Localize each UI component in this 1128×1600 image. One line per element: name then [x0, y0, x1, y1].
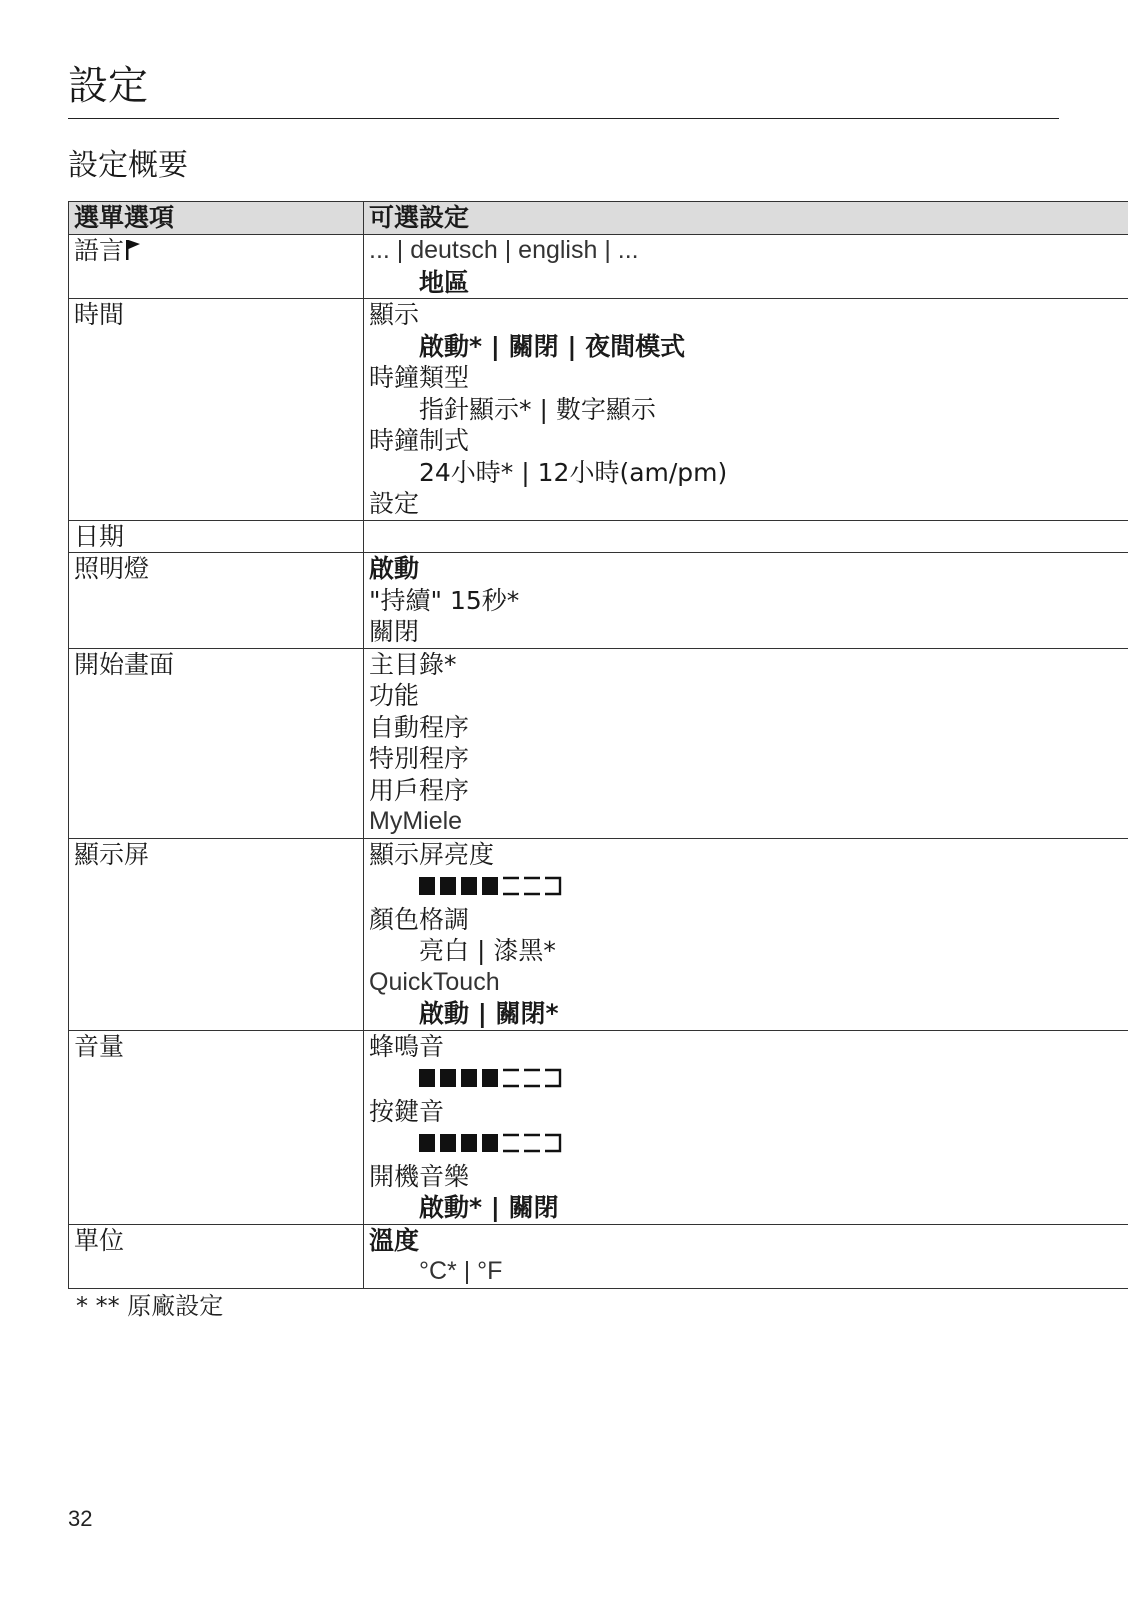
- option-line: 啟動* | 關閉 | 夜間模式: [419, 331, 686, 361]
- option-line: 顏色格調: [369, 904, 470, 934]
- option-line: 啟動 | 關閉*: [419, 999, 559, 1028]
- level-segment-filled: [482, 1069, 498, 1087]
- row-label-language: 語言: [69, 235, 364, 299]
- option-line: 用戶程序: [369, 775, 470, 805]
- page-number: 32: [68, 1506, 93, 1531]
- option-line: ... | deutsch | english | ...: [369, 236, 639, 264]
- option-line: 開機音樂: [369, 1161, 470, 1191]
- level-segment-filled: [419, 877, 435, 895]
- option-line: 24小時* | 12小時(am/pm): [419, 457, 728, 487]
- table-row: [69, 299, 1128, 521]
- option-line: 自動程序: [369, 712, 470, 742]
- table-header-row: [69, 202, 1128, 235]
- level-segment-empty: [503, 878, 519, 894]
- title-divider: [68, 118, 1059, 119]
- level-segment-empty: [503, 1070, 519, 1086]
- table-row: [69, 553, 1128, 649]
- option-line: 設定: [369, 489, 420, 518]
- row-label-light: 照明燈: [69, 553, 364, 649]
- row-label-start-screen: 開始畫面: [69, 648, 364, 838]
- level-segment-filled: [440, 1134, 456, 1152]
- row-options-display: [364, 838, 1128, 1030]
- footnote-factory-default: * ** 原廠設定: [76, 1292, 224, 1320]
- option-line: 特別程序: [369, 744, 470, 773]
- level-segment-filled: [461, 1134, 477, 1152]
- option-line: 蜂鳴音: [369, 1031, 445, 1061]
- level-segment-empty: [503, 1135, 519, 1151]
- level-segment-empty: [545, 1070, 560, 1086]
- row-options-language: [364, 235, 1128, 299]
- option-line: 地區: [419, 267, 470, 297]
- option-line: °C* | °F: [419, 1257, 503, 1285]
- row-label-volume: 音量: [69, 1030, 364, 1224]
- option-line: 關閉: [369, 617, 420, 646]
- level-indicator: [369, 1127, 1128, 1161]
- table-row: [69, 1224, 1128, 1288]
- header-menu-item: 選單選項: [69, 202, 364, 235]
- level-segment-empty: [545, 1135, 560, 1151]
- option-line: 指針顯示* | 數字顯示: [419, 394, 656, 424]
- section-title: 設定概要: [68, 148, 188, 183]
- option-line: 顯示屏亮度: [369, 839, 495, 869]
- row-options-light: [364, 553, 1128, 649]
- table-row: [69, 838, 1128, 1030]
- row-label-display: 顯示屏: [69, 838, 364, 1030]
- level-segment-filled: [419, 1134, 435, 1152]
- level-indicator: [369, 870, 1128, 904]
- table-row: [69, 235, 1128, 299]
- option-line: MyMiele: [369, 807, 463, 835]
- option-line: 主目錄*: [369, 649, 457, 679]
- option-line: 啟動: [369, 554, 420, 583]
- row-label-date: 日期: [69, 520, 364, 553]
- level-segment-filled: [482, 1134, 498, 1152]
- table-row: [69, 1030, 1128, 1224]
- level-bar-icon: [419, 1129, 566, 1161]
- option-line: 溫度: [369, 1225, 420, 1255]
- row-options-volume: [364, 1030, 1128, 1224]
- row-label-time: 時間: [69, 299, 364, 521]
- flag-icon: [125, 237, 141, 269]
- level-segment-empty: [524, 878, 540, 894]
- option-line: 按鍵音: [369, 1096, 445, 1126]
- row-options-units: [364, 1224, 1128, 1288]
- level-segment-filled: [461, 877, 477, 895]
- level-segment-filled: [482, 877, 498, 895]
- level-segment-filled: [419, 1069, 435, 1087]
- row-options-date: [364, 520, 1128, 553]
- option-line: "持續" 15秒*: [369, 585, 520, 615]
- option-line: 亮白 | 漆黑*: [419, 936, 556, 965]
- option-line: QuickTouch: [369, 967, 500, 996]
- option-line: 功能: [369, 681, 420, 710]
- row-options-start-screen: [364, 648, 1128, 838]
- row-options-time: [364, 299, 1128, 521]
- option-line: 時鐘制式: [369, 426, 470, 455]
- level-segment-empty: [545, 878, 560, 894]
- settings-overview-table: [68, 201, 1128, 1289]
- option-line: 啟動* | 關閉: [419, 1193, 559, 1222]
- level-segment-filled: [440, 877, 456, 895]
- row-label-units: 單位: [69, 1224, 364, 1288]
- level-bar-icon: [419, 872, 566, 904]
- option-line: 時鐘類型: [369, 363, 470, 392]
- level-segment-filled: [440, 1069, 456, 1087]
- level-indicator: [369, 1062, 1128, 1096]
- level-bar-icon: [419, 1064, 566, 1096]
- table-row: [69, 520, 1128, 553]
- level-segment-empty: [524, 1135, 540, 1151]
- level-segment-filled: [461, 1069, 477, 1087]
- table-row: [69, 648, 1128, 838]
- level-segment-empty: [524, 1070, 540, 1086]
- option-line: 顯示: [369, 300, 420, 329]
- header-options: 可選設定: [364, 202, 1128, 235]
- page-title: 設定: [68, 63, 148, 109]
